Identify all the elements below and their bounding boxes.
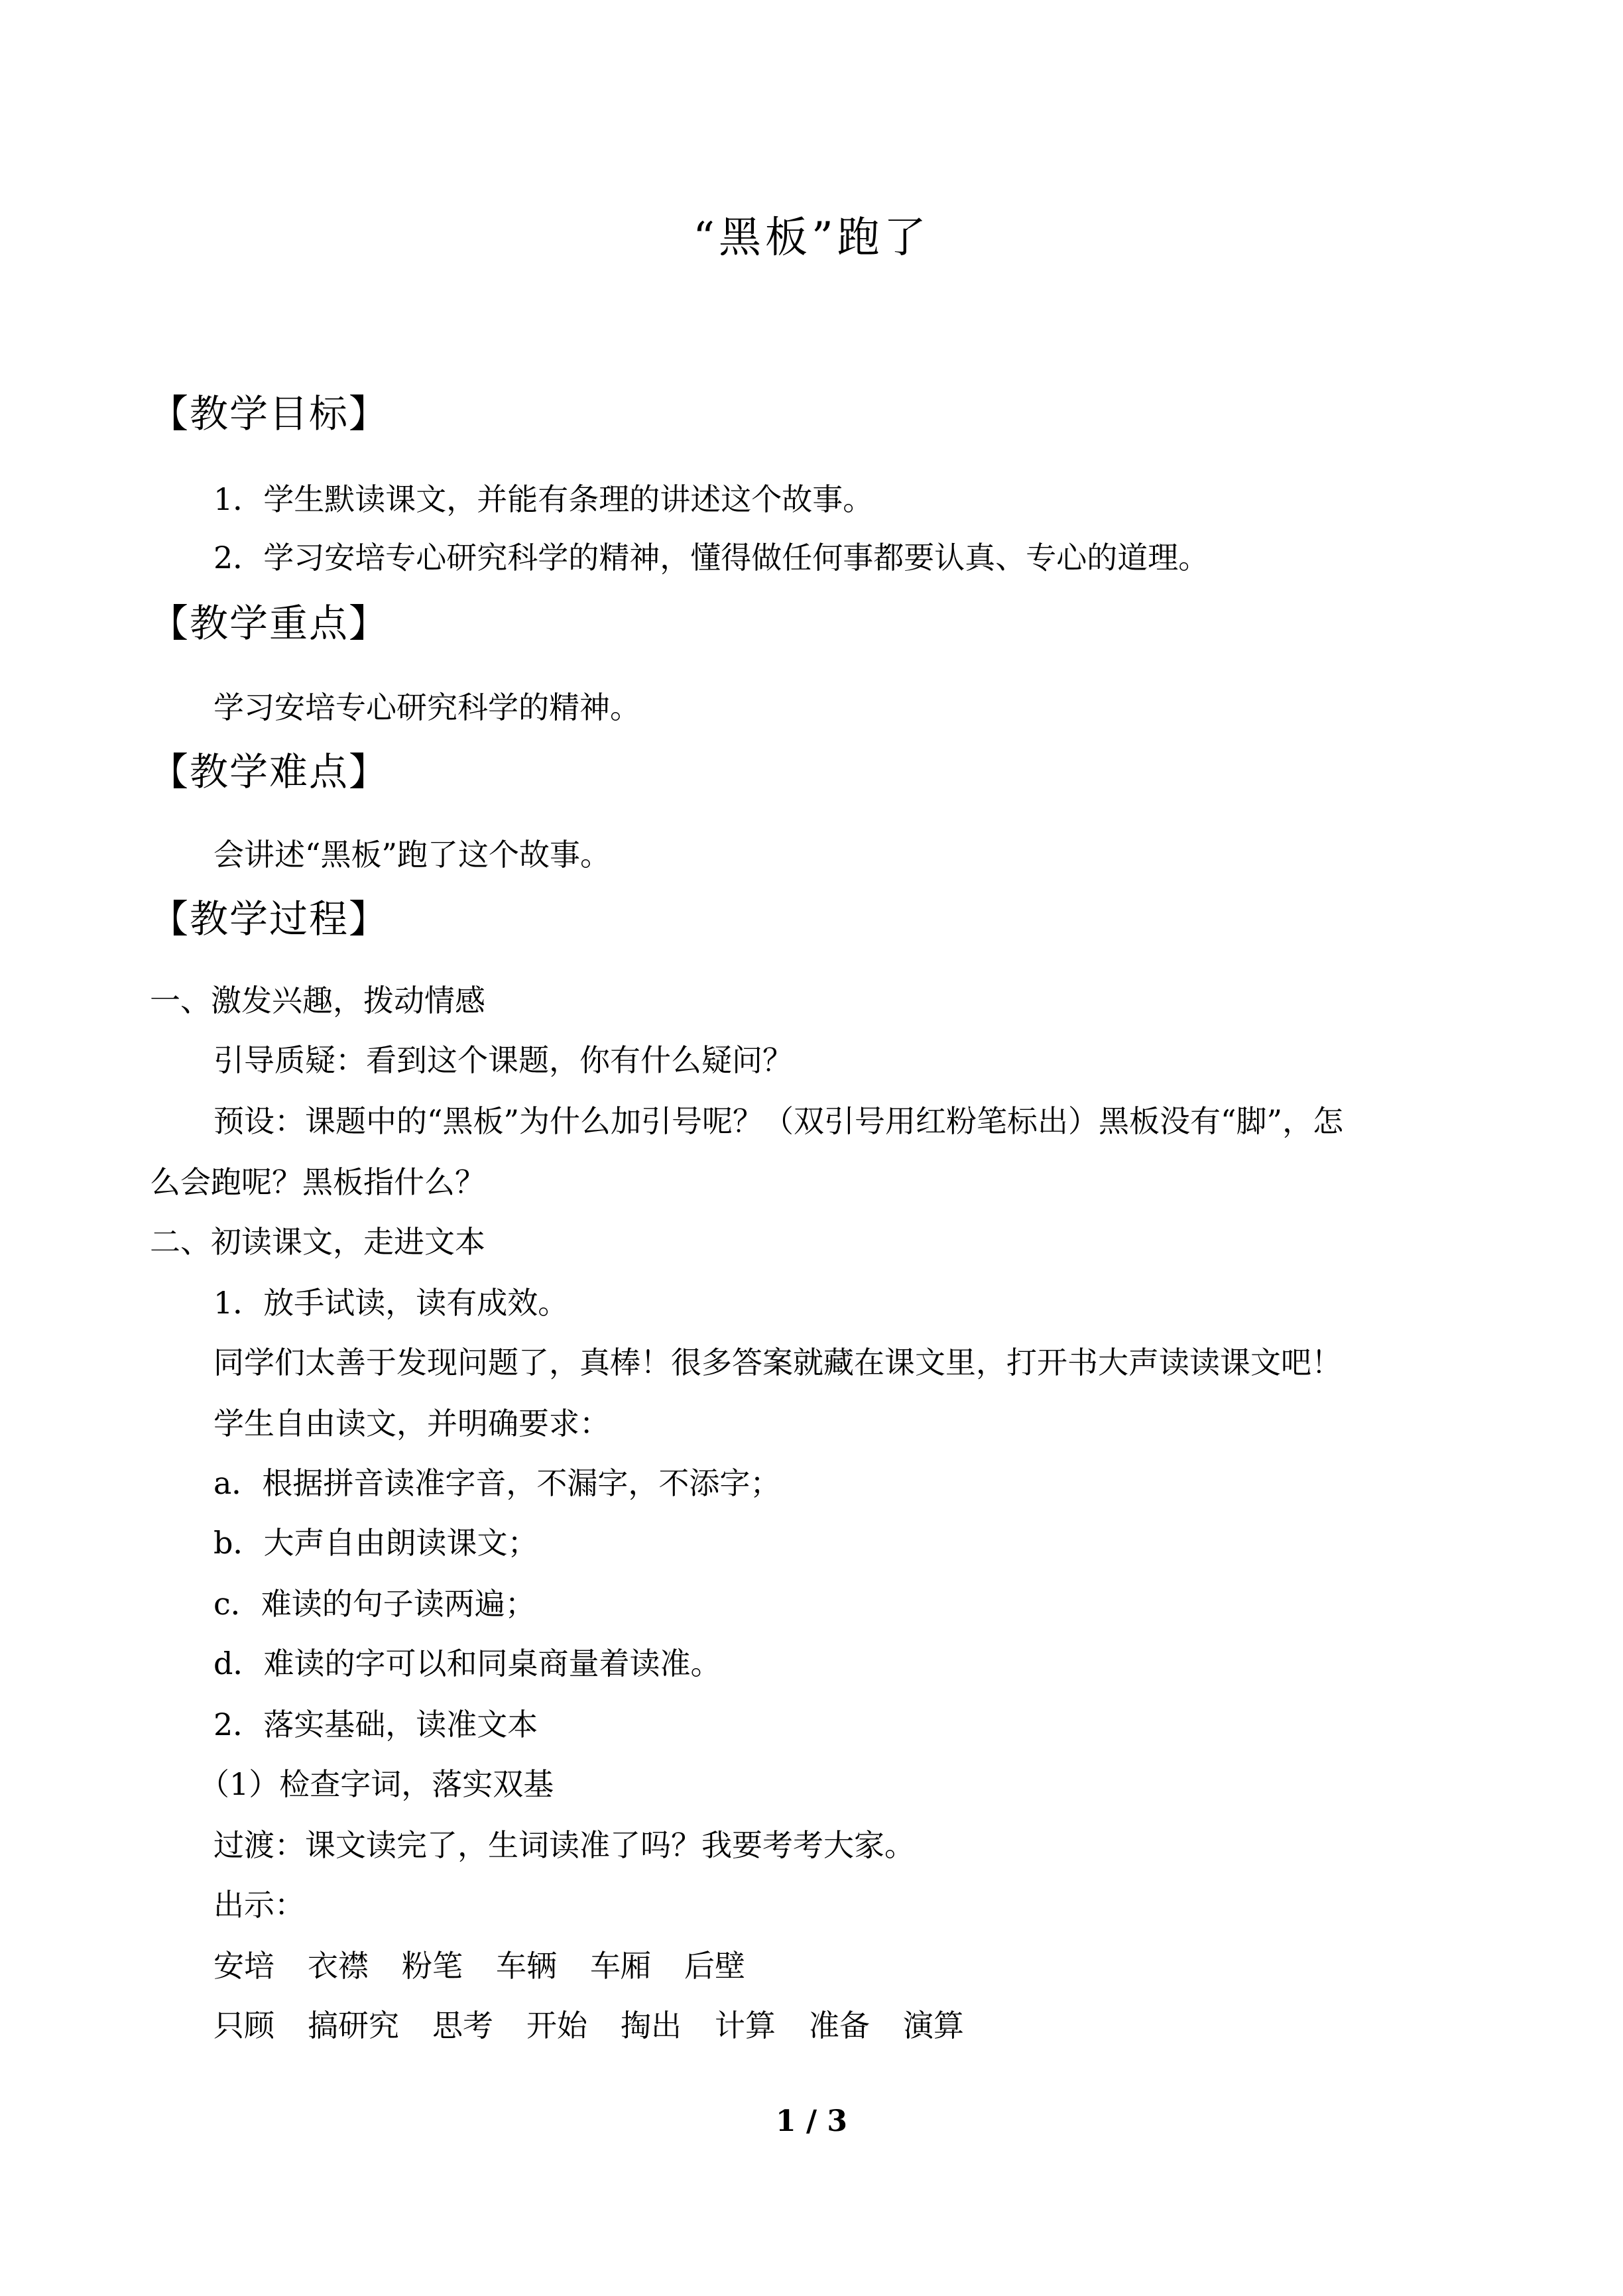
heading-objectives: 【教学目标】 xyxy=(150,391,389,436)
process-part2-line2: 同学们太善于发现问题了，真棒！很多答案就藏在课文里，打开书大声读读课文吧！ xyxy=(213,1345,1342,1380)
difficulty-text: 会讲述“黑板”跑了这个故事。 xyxy=(213,837,611,873)
process-part2-line3: 学生自由读文，并明确要求： xyxy=(213,1406,610,1441)
process-part2-line6: 过渡：课文读完了，生词读准了吗？我要考考大家。 xyxy=(213,1827,915,1863)
process-item-a: a．根据拼音读准字音，不漏字，不添字； xyxy=(213,1465,781,1501)
word-item: 后壁 xyxy=(684,1948,745,1984)
process-item-d: d．难读的字可以和同桌商量着读准。 xyxy=(213,1646,721,1681)
process-item-b: b．大声自由朗读课文； xyxy=(213,1525,538,1561)
process-item-c: c．难读的句子读两遍； xyxy=(213,1586,536,1622)
process-part2-line7: 出示： xyxy=(213,1887,305,1923)
word-item: 安培 xyxy=(213,1948,274,1984)
word-item: 车辆 xyxy=(496,1948,557,1984)
process-part1-line1: 引导质疑：看到这个课题，你有什么疑问？ xyxy=(213,1042,793,1078)
objective-item-1: 1．学生默读课文，并能有条理的讲述这个故事。 xyxy=(213,481,874,517)
keypoint-text: 学习安培专心研究科学的精神。 xyxy=(213,690,640,725)
heading-process: 【教学过程】 xyxy=(150,896,389,941)
page-number: 1 / 3 xyxy=(776,2104,847,2138)
word-item: 思考 xyxy=(432,2008,493,2043)
word-item: 演算 xyxy=(903,2008,964,2043)
process-part1-line3: 么会跑呢？黑板指什么？ xyxy=(150,1164,485,1200)
process-part2-title: 二、初读课文，走进文本 xyxy=(150,1224,485,1260)
process-part2-line1: 1．放手试读，读有成效。 xyxy=(213,1285,569,1321)
word-list-row-2 xyxy=(213,2005,997,2046)
word-item: 衣襟 xyxy=(308,1948,369,1984)
word-item: 只顾 xyxy=(213,2008,274,2043)
process-part1-title: 一、激发兴趣，拨动情感 xyxy=(150,983,485,1018)
word-item: 准备 xyxy=(809,2008,870,2043)
word-item: 搞研究 xyxy=(308,2008,399,2043)
objective-item-2: 2．学习安培专心研究科学的精神，懂得做任何事都要认真、专心的道理。 xyxy=(213,540,1209,575)
word-item: 开始 xyxy=(526,2008,587,2043)
heading-keypoint: 【教学重点】 xyxy=(150,601,389,646)
heading-difficulty: 【教学难点】 xyxy=(150,749,389,794)
word-item: 计算 xyxy=(715,2008,776,2043)
process-part2-line4: 2．落实基础，读准文本 xyxy=(213,1707,538,1742)
word-list-row-1 xyxy=(213,1945,778,1986)
word-item: 粉笔 xyxy=(402,1948,463,1984)
word-item: 掏出 xyxy=(621,2008,682,2043)
word-item: 车厢 xyxy=(590,1948,651,1984)
process-part2-line5: （1）检查字词，落实双基 xyxy=(199,1766,554,1802)
process-part1-line2: 预设：课题中的“黑板”为什么加引号呢？（双引号用红粉笔标出）黑板没有“脚”，怎 xyxy=(213,1103,1344,1139)
document-title: “黑板”跑了 xyxy=(693,213,930,263)
